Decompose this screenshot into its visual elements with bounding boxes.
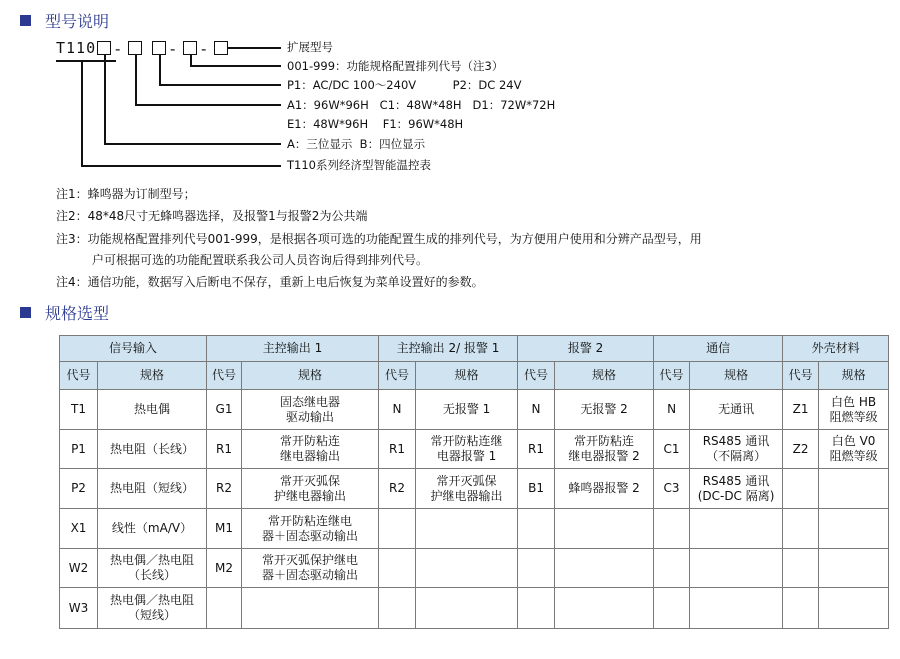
cell-code: X1 — [60, 509, 98, 549]
group-main-output-2-alarm-1: 主控输出 2/ 报警 1 — [379, 336, 518, 362]
cell-code: R1 — [518, 430, 555, 469]
cell-spec: RS485 通讯 （不隔离） — [690, 430, 783, 469]
cell-spec — [416, 549, 518, 588]
table-row — [60, 509, 889, 549]
col-code: 代号 — [379, 362, 416, 390]
cell-code: C1 — [654, 430, 690, 469]
cell-spec: 白色 V0 阻燃等级 — [819, 430, 889, 469]
model-line-power: P1：AC/DC 100～240V P2：DC 24V — [287, 78, 522, 92]
cell-spec: 常开防粘连 继电器报警 2 — [555, 430, 654, 469]
model-separator: - — [170, 40, 176, 58]
model-line-extension: 扩展型号 — [287, 40, 333, 54]
leader-line — [159, 55, 161, 85]
cell-spec — [819, 588, 889, 629]
cell-spec — [819, 549, 889, 588]
model-box-display — [97, 41, 111, 55]
section-header-spec — [20, 301, 109, 324]
cell-spec — [416, 588, 518, 629]
table-row — [60, 390, 889, 430]
cell-code: Z1 — [783, 390, 819, 430]
cell-spec: 热电偶／热电阻 （长线） — [98, 549, 207, 588]
cell-spec: 无报警 1 — [416, 390, 518, 430]
cell-code: N — [654, 390, 690, 430]
model-box-size — [128, 41, 142, 55]
table-row — [60, 469, 889, 509]
cell-spec — [555, 588, 654, 629]
cell-spec: 常开灭弧保 护继电器输出 — [416, 469, 518, 509]
cell-code — [518, 549, 555, 588]
table-row — [60, 430, 889, 469]
cell-spec: 常开防粘连继 电器报警 1 — [416, 430, 518, 469]
cell-code: R2 — [207, 469, 242, 509]
cell-code: P1 — [60, 430, 98, 469]
col-code: 代号 — [207, 362, 242, 390]
cell-code: B1 — [518, 469, 555, 509]
col-code: 代号 — [60, 362, 98, 390]
spec-table — [59, 335, 889, 629]
cell-spec: RS485 通讯 (DC-DC 隔离) — [690, 469, 783, 509]
cell-spec: 线性（mA/V） — [98, 509, 207, 549]
cell-spec: 常开防粘连继电 器＋固态驱动输出 — [242, 509, 379, 549]
table-group-header — [60, 336, 889, 362]
cell-spec: 热电偶／热电阻 （短线） — [98, 588, 207, 629]
col-code: 代号 — [518, 362, 555, 390]
group-housing-material: 外壳材料 — [783, 336, 889, 362]
cell-code: R1 — [379, 430, 416, 469]
cell-spec: 常开防粘连 继电器输出 — [242, 430, 379, 469]
group-main-output-1: 主控输出 1 — [207, 336, 379, 362]
leader-line — [228, 47, 281, 49]
cell-code: N — [379, 390, 416, 430]
model-prefix: T110 — [56, 39, 97, 57]
model-box-extension — [214, 41, 228, 55]
model-separator: - — [201, 40, 207, 58]
cell-code: M2 — [207, 549, 242, 588]
cell-code: W2 — [60, 549, 98, 588]
cell-spec — [819, 509, 889, 549]
section-square-icon — [20, 15, 31, 26]
cell-code — [518, 509, 555, 549]
cell-code — [783, 509, 819, 549]
section-square-icon — [20, 307, 31, 318]
section-title: 规格选型 — [45, 304, 110, 323]
cell-code — [654, 549, 690, 588]
col-spec: 规格 — [98, 362, 207, 390]
leader-line — [104, 55, 106, 144]
cell-spec — [690, 549, 783, 588]
cell-code: C3 — [654, 469, 690, 509]
leader-line — [190, 65, 281, 67]
col-spec: 规格 — [819, 362, 889, 390]
cell-spec: 常开灭弧保 护继电器输出 — [242, 469, 379, 509]
cell-spec: 热电偶 — [98, 390, 207, 430]
table-sub-header — [60, 362, 889, 390]
model-line-display: A：三位显示 B：四位显示 — [287, 137, 426, 151]
cell-spec: 无报警 2 — [555, 390, 654, 430]
cell-spec: 热电阻（短线） — [98, 469, 207, 509]
cell-spec — [242, 588, 379, 629]
model-line-size-2: E1：48W*96H F1：96W*48H — [287, 117, 464, 131]
leader-line — [104, 143, 281, 145]
group-alarm-2: 报警 2 — [518, 336, 654, 362]
cell-code: G1 — [207, 390, 242, 430]
table-row — [60, 549, 889, 588]
leader-line — [135, 104, 281, 106]
model-line-size-1: A1：96W*96H C1：48W*48H D1：72W*72H — [287, 98, 556, 112]
model-line-series: T110系列经济型智能温控表 — [287, 158, 431, 172]
note-4: 注4：通信功能，数据写入后断电不保存，重新上电后恢复为菜单设置好的参数。 — [56, 275, 484, 289]
prefix-underline — [56, 60, 116, 62]
model-box-power — [152, 41, 166, 55]
cell-spec — [690, 509, 783, 549]
leader-line — [81, 60, 83, 166]
cell-spec — [555, 509, 654, 549]
cell-code — [783, 469, 819, 509]
note-2: 注2：48*48尺寸无蜂鸣器选择，及报警1与报警2为公共端 — [56, 209, 368, 223]
cell-code — [783, 588, 819, 629]
cell-spec — [416, 509, 518, 549]
leader-line — [159, 84, 281, 86]
note-3-cont: 户可根据可选的功能配置联系我公司人员咨询后得到排列代号。 — [92, 253, 429, 267]
cell-code — [379, 549, 416, 588]
cell-code — [379, 509, 416, 549]
col-spec: 规格 — [690, 362, 783, 390]
cell-code — [654, 509, 690, 549]
model-box-function — [183, 41, 197, 55]
cell-spec: 固态继电器 驱动输出 — [242, 390, 379, 430]
group-communication: 通信 — [654, 336, 783, 362]
cell-spec — [690, 588, 783, 629]
leader-line — [81, 165, 281, 167]
table-row — [60, 588, 889, 629]
cell-code: T1 — [60, 390, 98, 430]
section-header-model — [20, 9, 109, 32]
cell-spec — [819, 469, 889, 509]
cell-spec — [555, 549, 654, 588]
cell-spec: 无通讯 — [690, 390, 783, 430]
cell-code: Z2 — [783, 430, 819, 469]
col-code: 代号 — [654, 362, 690, 390]
cell-code: R2 — [379, 469, 416, 509]
cell-code — [783, 549, 819, 588]
col-spec: 规格 — [555, 362, 654, 390]
cell-spec: 白色 HB 阻燃等级 — [819, 390, 889, 430]
leader-line — [135, 55, 137, 105]
col-spec: 规格 — [242, 362, 379, 390]
cell-code: N — [518, 390, 555, 430]
cell-code: M1 — [207, 509, 242, 549]
group-signal-input: 信号输入 — [60, 336, 207, 362]
cell-code — [654, 588, 690, 629]
cell-code: R1 — [207, 430, 242, 469]
model-separator: - — [115, 40, 121, 58]
cell-code — [207, 588, 242, 629]
cell-code — [379, 588, 416, 629]
cell-code — [518, 588, 555, 629]
col-code: 代号 — [783, 362, 819, 390]
model-line-function: 001-999：功能规格配置排列代号（注3） — [287, 59, 504, 73]
cell-code: W3 — [60, 588, 98, 629]
cell-spec: 蜂鸣器报警 2 — [555, 469, 654, 509]
col-spec: 规格 — [416, 362, 518, 390]
note-1: 注1：蜂鸣器为订制型号； — [56, 187, 196, 201]
cell-spec: 常开灭弧保护继电 器＋固态驱动输出 — [242, 549, 379, 588]
section-title: 型号说明 — [45, 12, 110, 31]
note-3: 注3：功能规格配置排列代号001-999，是根据各项可选的功能配置生成的排列代号，为方便用户使用和分辨产品型号，用 — [56, 232, 702, 246]
cell-spec: 热电阻（长线） — [98, 430, 207, 469]
cell-code: P2 — [60, 469, 98, 509]
